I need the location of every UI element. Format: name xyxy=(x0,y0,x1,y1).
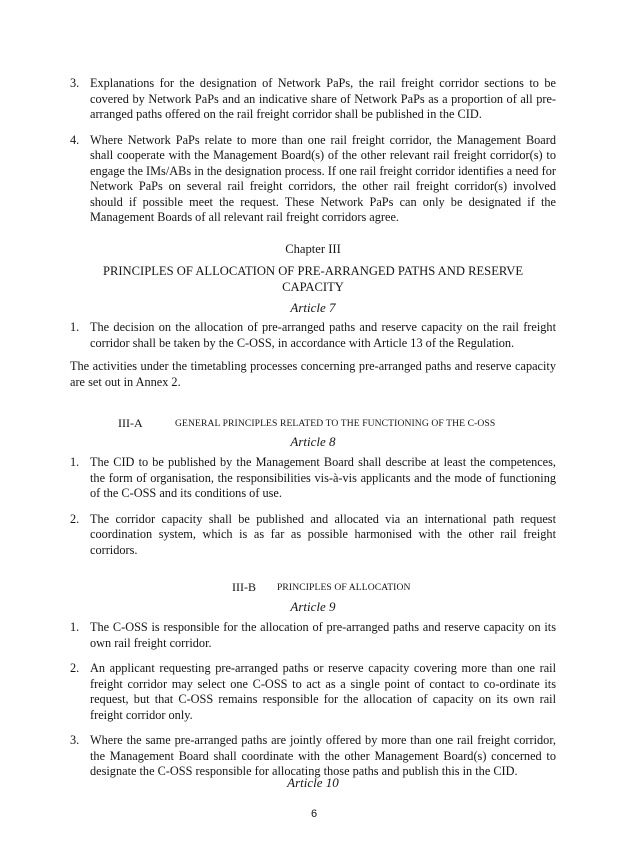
article-7-list xyxy=(0,320,628,351)
article-8-heading: Article 8 xyxy=(290,434,336,449)
list-item xyxy=(0,620,628,651)
item-text: Where the same pre-arranged paths are jointly offered by more than one rail freight corridor, the Management Board shall coordinate with the other Management Board(s) concerned to designate the C-OSS responsible for allocating those paths and publish this in the CID. xyxy=(90,733,556,778)
item-text: The C-OSS is responsible for the allocation of pre-arranged paths and reserve capacity on its own rail freight corridor. xyxy=(90,620,556,650)
list-item xyxy=(0,133,628,226)
item-text: Explanations for the designation of Network PaPs, the rail freight corridor sections to be covered by Network PaPs and an indicative share of Network PaPs as a proportion of all pre-arranged paths offered on the rail freight corridor shall be published in the CID. xyxy=(90,76,556,121)
chapter-title: PRINCIPLES OF ALLOCATION OF PRE-ARRANGED PATHS AND RESERVE CAPACITY xyxy=(102,264,524,294)
section-title: GENERAL PRINCIPLES RELATED TO THE FUNCTIONING OF THE C-OSS xyxy=(175,418,496,429)
top-list xyxy=(0,76,628,226)
list-item xyxy=(0,733,628,780)
page-number: 6 xyxy=(310,808,318,820)
item-number: 3. xyxy=(70,76,80,90)
list-item xyxy=(0,76,628,123)
item-number: 1. xyxy=(70,320,80,334)
item-number: 3. xyxy=(70,733,80,747)
article-9-list xyxy=(0,620,628,780)
section-title: PRINCIPLES OF ALLOCATION xyxy=(277,582,411,593)
item-text: The decision on the allocation of pre-arranged paths and reserve capacity on the rail freight corridor shall be taken by the C-OSS, in accordance with Article 13 of the Regulation. xyxy=(90,320,556,350)
list-item xyxy=(0,661,628,723)
item-text: Where Network PaPs relate to more than one rail freight corridor, the Management Board shall cooperate with the Management Board(s) of the other relevant rail freight corridor(s) to engage the IMs/ABs in the designation process. If one rail freight corridor identifies a need for Network PaPs on several rail freight corridors, the other rail freight corridor(s) involved should if possible meet the request. These Network PaPs can only be designated if the Management Boards of all relevant rail freight corridors agree. xyxy=(90,132,556,224)
article-7-paragraph: The activities under the timetabling processes concerning pre-arranged paths and reserve capacity are set out in Annex 2. xyxy=(70,359,556,389)
item-number: 2. xyxy=(70,661,80,675)
list-item xyxy=(0,455,628,502)
item-number: 2. xyxy=(70,511,80,526)
item-number: 4. xyxy=(70,132,80,147)
list-item xyxy=(0,512,628,559)
article-10-heading: Article 10 xyxy=(287,775,339,790)
article-9-heading: Article 9 xyxy=(290,599,336,614)
item-text: An applicant requesting pre-arranged paths or reserve capacity covering more than one rail freight corridor may select one C-OSS to act as a single point of contact to co-ordinate its request, but that C-OSS remains responsible for the allocation of capacity on its own rail freight corridor only. xyxy=(90,661,556,722)
item-number: 1. xyxy=(70,620,80,634)
item-number: 1. xyxy=(70,455,80,469)
article-7-heading: Article 7 xyxy=(290,300,336,315)
chapter-label: Chapter III xyxy=(285,242,341,256)
item-text: The CID to be published by the Management Board shall describe at least the competences, the form of organisation, the responsibilities vis-à-vis applicants and the mode of functioning of the C-OSS and its conditions of use. xyxy=(90,455,556,500)
item-text: The corridor capacity shall be published and allocated via an international path request coordination system, which is as far as possible harmonised with the other rail freight corridors. xyxy=(90,511,556,557)
section-number: III-A xyxy=(118,416,143,430)
article-8-list xyxy=(0,455,628,558)
section-number: III-B xyxy=(232,580,256,594)
list-item xyxy=(0,320,628,351)
